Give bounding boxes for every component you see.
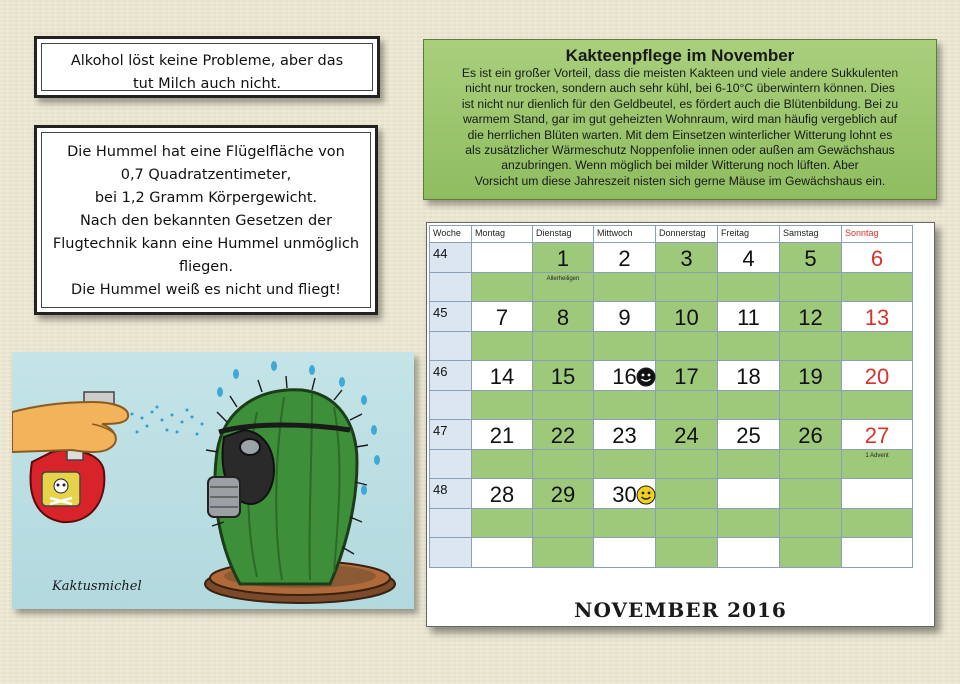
day-cell xyxy=(780,361,842,391)
november-calendar xyxy=(426,222,935,627)
header-0: Woche xyxy=(430,226,472,243)
note-cell xyxy=(718,450,780,480)
note-cell xyxy=(718,273,780,303)
day-number: 7 xyxy=(495,305,509,330)
day-number: 21 xyxy=(489,423,515,448)
tips-line: als zusätzlicher Wärmeschutz Noppenfolie innen oder außen am Gewächshaus xyxy=(465,143,895,158)
day-cell xyxy=(594,361,656,391)
tips-line: Es ist ein großer Vorteil, dass die meisten Kakteen und viele andere Sukkulenten xyxy=(461,66,899,80)
day-cell xyxy=(718,420,780,450)
note-cell xyxy=(842,509,913,539)
day-cell xyxy=(780,420,842,450)
header-4: Donnerstag xyxy=(656,226,718,243)
note-cell xyxy=(472,509,533,539)
quote-line: 0,7 Quadratzentimeter, xyxy=(120,167,292,183)
quote-line: Alkohol löst keine Probleme, aber das xyxy=(70,53,344,69)
day-cell xyxy=(842,243,913,273)
note-cell xyxy=(656,450,718,480)
week-spacer xyxy=(430,391,472,421)
day-cell xyxy=(594,243,656,273)
day-number: 30 xyxy=(612,482,637,507)
quote-box-bumblebee xyxy=(34,125,378,315)
note-cell xyxy=(842,450,913,480)
day-cell xyxy=(533,361,594,391)
quote-line: tut Milch auch nicht. xyxy=(132,76,282,92)
note-cell xyxy=(472,332,533,362)
day-cell xyxy=(472,479,533,509)
day-cell xyxy=(533,420,594,450)
day-number: 9 xyxy=(618,305,631,330)
week-spacer xyxy=(430,332,472,362)
day-number: 12 xyxy=(798,305,823,330)
note-cell xyxy=(594,273,656,303)
day-cell xyxy=(656,538,718,568)
day-number: 13 xyxy=(864,305,890,330)
note-cell xyxy=(594,391,656,421)
header-3: Mittwoch xyxy=(594,226,656,243)
cactus-cartoon-illustration xyxy=(12,352,414,609)
day-cell xyxy=(718,538,780,568)
note-cell xyxy=(656,273,718,303)
day-number: 3 xyxy=(680,246,693,271)
tips-line: nicht nur trocken, sondern auch sehr kühl, bei 6-10°C überwintern können. Dies xyxy=(465,81,895,96)
quote-line: Die Hummel weiß es nicht und fliegt! xyxy=(71,282,341,298)
day-cell xyxy=(594,538,656,568)
day-cell xyxy=(472,420,533,450)
day-cell xyxy=(842,361,913,391)
day-cell xyxy=(594,479,656,509)
quote-line: fliegen. xyxy=(178,259,233,275)
tips-line: warmem Stand, gar im gut geheizten Wohnraum, wird man häufig vergeblich auf xyxy=(462,112,897,127)
quote-line: bei 1,2 Gramm Körpergewicht. xyxy=(94,190,318,206)
day-number: 2 xyxy=(618,246,631,271)
day-number: 26 xyxy=(798,423,823,448)
day-number: 19 xyxy=(798,364,823,389)
day-cell xyxy=(718,302,780,332)
note-cell xyxy=(718,332,780,362)
day-number: 15 xyxy=(550,364,576,389)
day-cell xyxy=(718,479,780,509)
tips-title: Kakteenpflege im November xyxy=(565,46,795,65)
day-cell xyxy=(656,361,718,391)
note-cell xyxy=(780,332,842,362)
day-number: 29 xyxy=(550,482,576,507)
week-number: 47 xyxy=(430,420,472,450)
day-cell xyxy=(718,243,780,273)
day-number: 20 xyxy=(864,364,890,389)
day-cell xyxy=(842,420,913,450)
day-number: 25 xyxy=(736,423,761,448)
note-cell xyxy=(533,391,594,421)
note-cell xyxy=(533,509,594,539)
quote-line: Flugtechnik kann eine Hummel unmöglich xyxy=(52,236,360,252)
day-number: 5 xyxy=(804,246,817,271)
day-cell xyxy=(656,243,718,273)
grinning-face-icon xyxy=(636,367,656,387)
note-cell xyxy=(533,273,594,303)
note-cell xyxy=(472,391,533,421)
note-cell xyxy=(780,273,842,303)
day-number: 22 xyxy=(550,423,576,448)
day-number: 23 xyxy=(612,423,637,448)
day-cell xyxy=(656,302,718,332)
note-cell xyxy=(656,391,718,421)
day-cell xyxy=(780,538,842,568)
day-number: 24 xyxy=(674,423,699,448)
day-cell xyxy=(780,479,842,509)
day-number: 8 xyxy=(556,305,570,330)
week-number: 45 xyxy=(430,302,472,332)
day-cell xyxy=(718,361,780,391)
note-cell xyxy=(842,273,913,303)
day-number: 11 xyxy=(737,305,760,330)
note-cell xyxy=(842,332,913,362)
note-cell xyxy=(780,391,842,421)
day-cell xyxy=(472,302,533,332)
day-cell xyxy=(533,479,594,509)
quote-box-alcohol xyxy=(34,36,380,98)
note-cell xyxy=(718,509,780,539)
calendar-month-title: NOVEMBER 2016 xyxy=(574,598,787,622)
header-1: Montag xyxy=(472,226,533,243)
header-6: Samstag xyxy=(780,226,842,243)
calendar-grid xyxy=(429,225,913,568)
week-spacer xyxy=(430,273,472,303)
day-number: 1 xyxy=(556,246,570,271)
day-number: 6 xyxy=(870,246,884,271)
day-number: 28 xyxy=(489,482,515,507)
day-cell xyxy=(656,420,718,450)
tips-line: Vorsicht um diese Jahreszeit nisten sich gerne Mäuse im Gewächshaus ein. xyxy=(474,173,886,188)
quote-line: Die Hummel hat eine Flügelfläche von xyxy=(67,144,345,160)
day-number: 14 xyxy=(489,364,515,389)
day-cell xyxy=(594,302,656,332)
week-number: 46 xyxy=(430,361,472,391)
tips-line: die herrlichen Blüten warten. Mit dem Einsetzen winterlicher Witterung lohnt es xyxy=(467,127,893,142)
week-spacer xyxy=(430,509,472,539)
day-cell xyxy=(656,479,718,509)
note-cell xyxy=(533,332,594,362)
holiday-note: Allerheiligen xyxy=(546,275,580,282)
day-cell xyxy=(472,361,533,391)
note-cell xyxy=(718,391,780,421)
day-number: 10 xyxy=(674,305,699,330)
note-cell xyxy=(656,509,718,539)
day-cell xyxy=(533,243,594,273)
header-5: Freitag xyxy=(718,226,780,243)
day-number: 27 xyxy=(864,423,890,448)
day-cell xyxy=(780,243,842,273)
week-number: 48 xyxy=(430,479,472,509)
quote-line: Nach den bekannten Gesetzen der xyxy=(79,213,333,229)
day-cell xyxy=(780,302,842,332)
note-cell xyxy=(780,450,842,480)
note-cell xyxy=(594,332,656,362)
day-number: 16 xyxy=(612,364,637,389)
tips-text xyxy=(434,66,926,189)
day-cell xyxy=(472,243,533,273)
week-number xyxy=(430,538,472,568)
header-7: Sonntag xyxy=(842,226,913,243)
day-cell xyxy=(842,302,913,332)
cactus-care-tips-box xyxy=(423,39,937,200)
note-cell xyxy=(533,450,594,480)
note-cell xyxy=(472,450,533,480)
day-number: 4 xyxy=(742,246,755,271)
winking-face-icon xyxy=(636,485,656,505)
week-spacer xyxy=(430,450,472,480)
svg-text:Kaktusmichel: Kaktusmichel xyxy=(52,579,142,594)
day-cell xyxy=(533,538,594,568)
day-cell xyxy=(842,479,913,509)
note-cell xyxy=(842,391,913,421)
day-number: 18 xyxy=(736,364,761,389)
holiday-note: 1 Advent xyxy=(865,452,889,459)
note-cell xyxy=(594,509,656,539)
day-cell xyxy=(842,538,913,568)
header-2: Dienstag xyxy=(533,226,594,243)
day-cell xyxy=(594,420,656,450)
tips-line: anzubringen. Wenn möglich bei milder Witterung noch lüften. Aber xyxy=(501,158,859,173)
note-cell xyxy=(594,450,656,480)
day-cell xyxy=(533,302,594,332)
day-cell xyxy=(472,538,533,568)
tips-line: ist nicht nur dienlich für den Geldbeutel, es fördert auch die Blütenbildung. Bei zu xyxy=(461,96,899,111)
note-cell xyxy=(656,332,718,362)
note-cell xyxy=(472,273,533,303)
week-number: 44 xyxy=(430,243,472,273)
note-cell xyxy=(780,509,842,539)
day-number: 17 xyxy=(674,364,699,389)
